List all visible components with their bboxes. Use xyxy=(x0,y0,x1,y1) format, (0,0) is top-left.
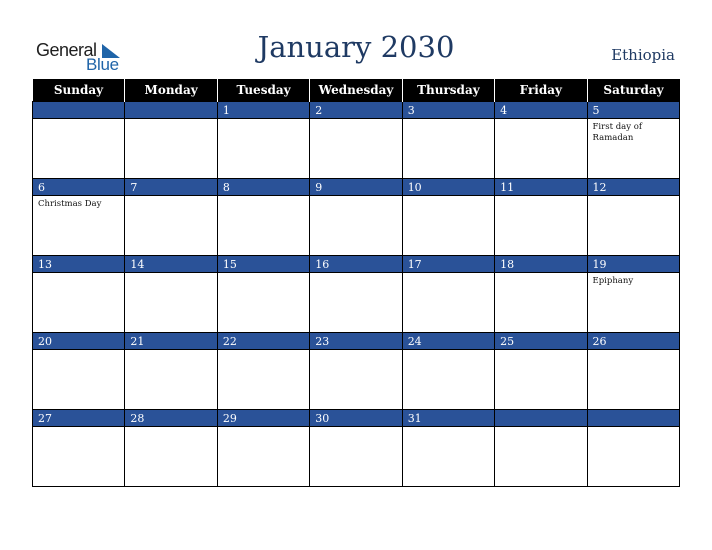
day-number: 8 xyxy=(218,179,309,196)
day-cell xyxy=(495,333,587,410)
day-number: 29 xyxy=(218,410,309,427)
day-cell xyxy=(402,410,494,487)
day-number: 21 xyxy=(125,333,216,350)
day-number: 25 xyxy=(495,333,586,350)
event-text xyxy=(403,196,494,199)
weekday-header: Wednesday xyxy=(310,79,402,102)
week-row xyxy=(33,102,680,179)
logo-text-blue: Blue xyxy=(86,55,119,74)
day-cell xyxy=(495,179,587,256)
day-number: 13 xyxy=(33,256,124,273)
week-row xyxy=(33,256,680,333)
day-number: 16 xyxy=(310,256,401,273)
calendar-grid xyxy=(32,79,680,487)
day-number: 4 xyxy=(495,102,586,119)
day-number: 11 xyxy=(495,179,586,196)
event-text xyxy=(310,427,401,430)
weekday-header: Saturday xyxy=(587,79,679,102)
day-cell xyxy=(587,179,679,256)
event-text xyxy=(125,427,216,430)
event-text xyxy=(33,119,124,122)
day-number xyxy=(125,102,216,119)
day-number: 28 xyxy=(125,410,216,427)
day-number: 26 xyxy=(588,333,679,350)
event-text xyxy=(495,273,586,276)
page-title: January 2030 xyxy=(257,30,455,64)
day-number: 17 xyxy=(403,256,494,273)
day-number: 9 xyxy=(310,179,401,196)
day-number: 22 xyxy=(218,333,309,350)
week-row xyxy=(33,333,680,410)
event-text: Epiphany xyxy=(592,276,634,286)
day-cell xyxy=(495,102,587,179)
day-cell xyxy=(217,256,309,333)
event-text xyxy=(218,273,309,276)
day-number xyxy=(588,410,679,427)
day-cell xyxy=(495,256,587,333)
event-text xyxy=(218,196,309,199)
logo-text-general: General xyxy=(36,40,97,60)
event-text xyxy=(218,427,309,430)
event-text xyxy=(125,196,216,199)
weekday-header: Friday xyxy=(495,79,587,102)
day-cell xyxy=(402,102,494,179)
event-text xyxy=(125,350,216,353)
day-number: 3 xyxy=(403,102,494,119)
day-number: 14 xyxy=(125,256,216,273)
weekday-header-row xyxy=(33,79,680,102)
country-label: Ethiopia xyxy=(611,46,675,64)
day-number: 27 xyxy=(33,410,124,427)
event-text: Christmas Day xyxy=(38,199,102,209)
day-cell xyxy=(125,179,217,256)
event-text xyxy=(33,273,124,276)
day-number: 6 xyxy=(33,179,124,196)
event-text xyxy=(218,350,309,353)
day-number: 12 xyxy=(588,179,679,196)
event-text xyxy=(588,196,679,199)
event-text xyxy=(495,196,586,199)
day-cell xyxy=(587,256,679,333)
event-text xyxy=(403,273,494,276)
day-cell xyxy=(33,179,125,256)
day-number: 5 xyxy=(588,102,679,119)
day-cell xyxy=(402,256,494,333)
weekday-header: Thursday xyxy=(402,79,494,102)
event-text xyxy=(33,350,124,353)
event-text xyxy=(33,427,124,430)
event-text xyxy=(495,350,586,353)
day-number xyxy=(495,410,586,427)
event-text xyxy=(218,119,309,122)
day-cell xyxy=(217,179,309,256)
day-cell xyxy=(310,333,402,410)
event-text xyxy=(588,427,679,430)
day-cell xyxy=(310,410,402,487)
event-text xyxy=(310,273,401,276)
weekday-header: Sunday xyxy=(33,79,125,102)
weekday-header: Tuesday xyxy=(217,79,309,102)
week-row xyxy=(33,179,680,256)
day-cell xyxy=(310,102,402,179)
day-cell xyxy=(587,333,679,410)
weekday-header: Monday xyxy=(125,79,217,102)
day-cell xyxy=(587,102,679,179)
day-cell xyxy=(217,102,309,179)
day-number: 19 xyxy=(588,256,679,273)
day-cell xyxy=(310,256,402,333)
day-number: 24 xyxy=(403,333,494,350)
event-text xyxy=(310,119,401,122)
event-text xyxy=(125,119,216,122)
day-cell xyxy=(402,333,494,410)
day-cell xyxy=(33,256,125,333)
day-cell xyxy=(310,179,402,256)
day-number: 23 xyxy=(310,333,401,350)
day-cell xyxy=(125,333,217,410)
day-cell xyxy=(125,256,217,333)
day-cell xyxy=(125,410,217,487)
event-text xyxy=(495,119,586,122)
day-cell xyxy=(125,102,217,179)
day-cell xyxy=(33,333,125,410)
day-number xyxy=(33,102,124,119)
event-text xyxy=(125,273,216,276)
event-text xyxy=(588,350,679,353)
event-text xyxy=(403,119,494,122)
day-number: 20 xyxy=(33,333,124,350)
day-number: 10 xyxy=(403,179,494,196)
day-cell xyxy=(217,333,309,410)
day-number: 1 xyxy=(218,102,309,119)
day-cell xyxy=(402,179,494,256)
day-cell xyxy=(33,102,125,179)
day-number: 15 xyxy=(218,256,309,273)
event-text xyxy=(310,196,401,199)
event-text: First day of Ramadan xyxy=(592,122,642,143)
day-cell xyxy=(587,410,679,487)
day-number: 31 xyxy=(403,410,494,427)
event-text xyxy=(403,427,494,430)
event-text xyxy=(310,350,401,353)
day-number: 30 xyxy=(310,410,401,427)
event-text xyxy=(495,427,586,430)
day-cell xyxy=(33,410,125,487)
week-row xyxy=(33,410,680,487)
day-cell xyxy=(495,410,587,487)
day-cell xyxy=(217,410,309,487)
day-number: 18 xyxy=(495,256,586,273)
day-number: 7 xyxy=(125,179,216,196)
event-text xyxy=(403,350,494,353)
day-number: 2 xyxy=(310,102,401,119)
